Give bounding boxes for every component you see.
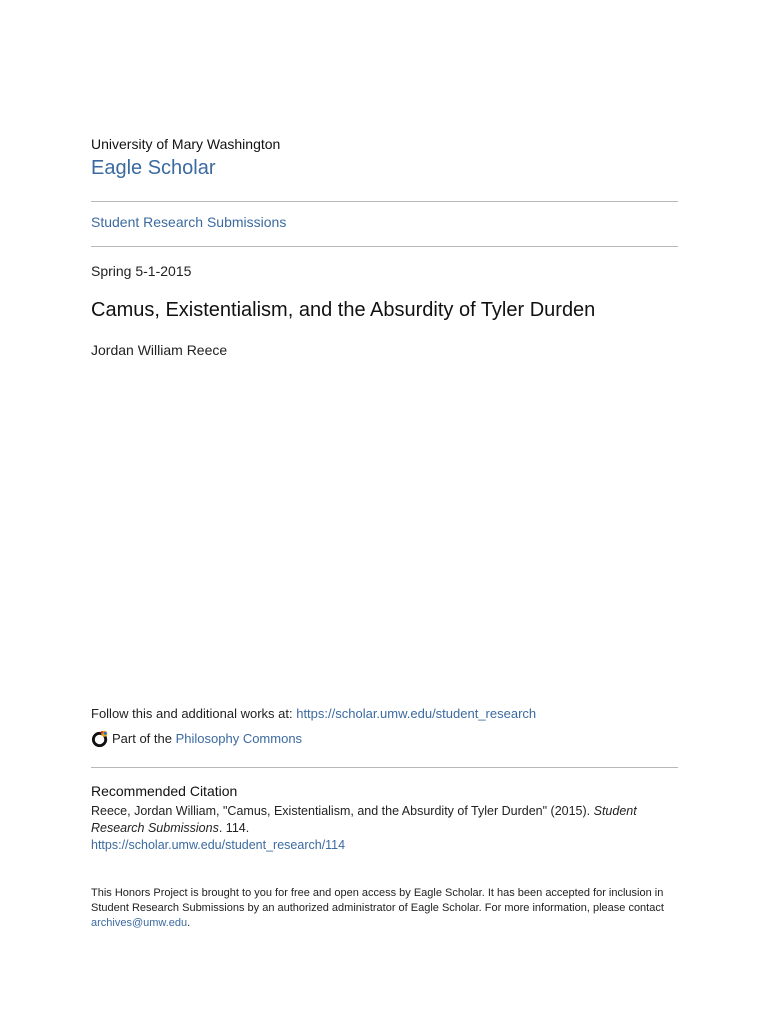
citation-heading: Recommended Citation [91,783,238,799]
part-of-line [91,729,302,748]
publication-date: Spring 5-1-2015 [91,263,192,279]
cover-page [91,0,678,1024]
citation-text [91,803,678,837]
follow-url-link[interactable]: https://scholar.umw.edu/student_research [296,706,537,721]
notice-end: . [187,917,191,929]
follow-line [91,706,536,721]
part-of-prefix: Part of the [112,731,172,746]
series-link[interactable]: Student Research Submissions [91,214,287,230]
citation-start: Reece, Jordan William, "Camus, Existentialism, and the Absurdity of Tyler Durden" (2015). [91,804,594,818]
divider-middle [91,246,678,247]
network-commons-icon [91,729,110,748]
document-author: Jordan William Reece [91,342,228,358]
citation-url-link[interactable]: https://scholar.umw.edu/student_research/114 [91,838,346,852]
access-notice [91,886,678,931]
divider-top [91,201,678,202]
notice-text: This Honors Project is brought to you for free and open access by Eagle Scholar. It has been accepted for inclusion in Student Research Submissions by an authorized administrator of Eagle Scholar. For more information, please contact [91,887,664,914]
contact-email-link[interactable]: archives@umw.edu [91,917,188,929]
citation-end: . 114. [218,821,250,835]
philosophy-commons-link[interactable]: Philosophy Commons [175,731,303,746]
citation-journal: Student Research Submissions [91,804,637,835]
repository-link[interactable]: Eagle Scholar [91,157,216,179]
follow-prefix: Follow this and additional works at: [91,706,297,721]
divider-bottom [91,767,678,768]
institution-name: University of Mary Washington [91,136,281,152]
document-title: Camus, Existentialism, and the Absurdity of Tyler Durden [91,299,596,321]
